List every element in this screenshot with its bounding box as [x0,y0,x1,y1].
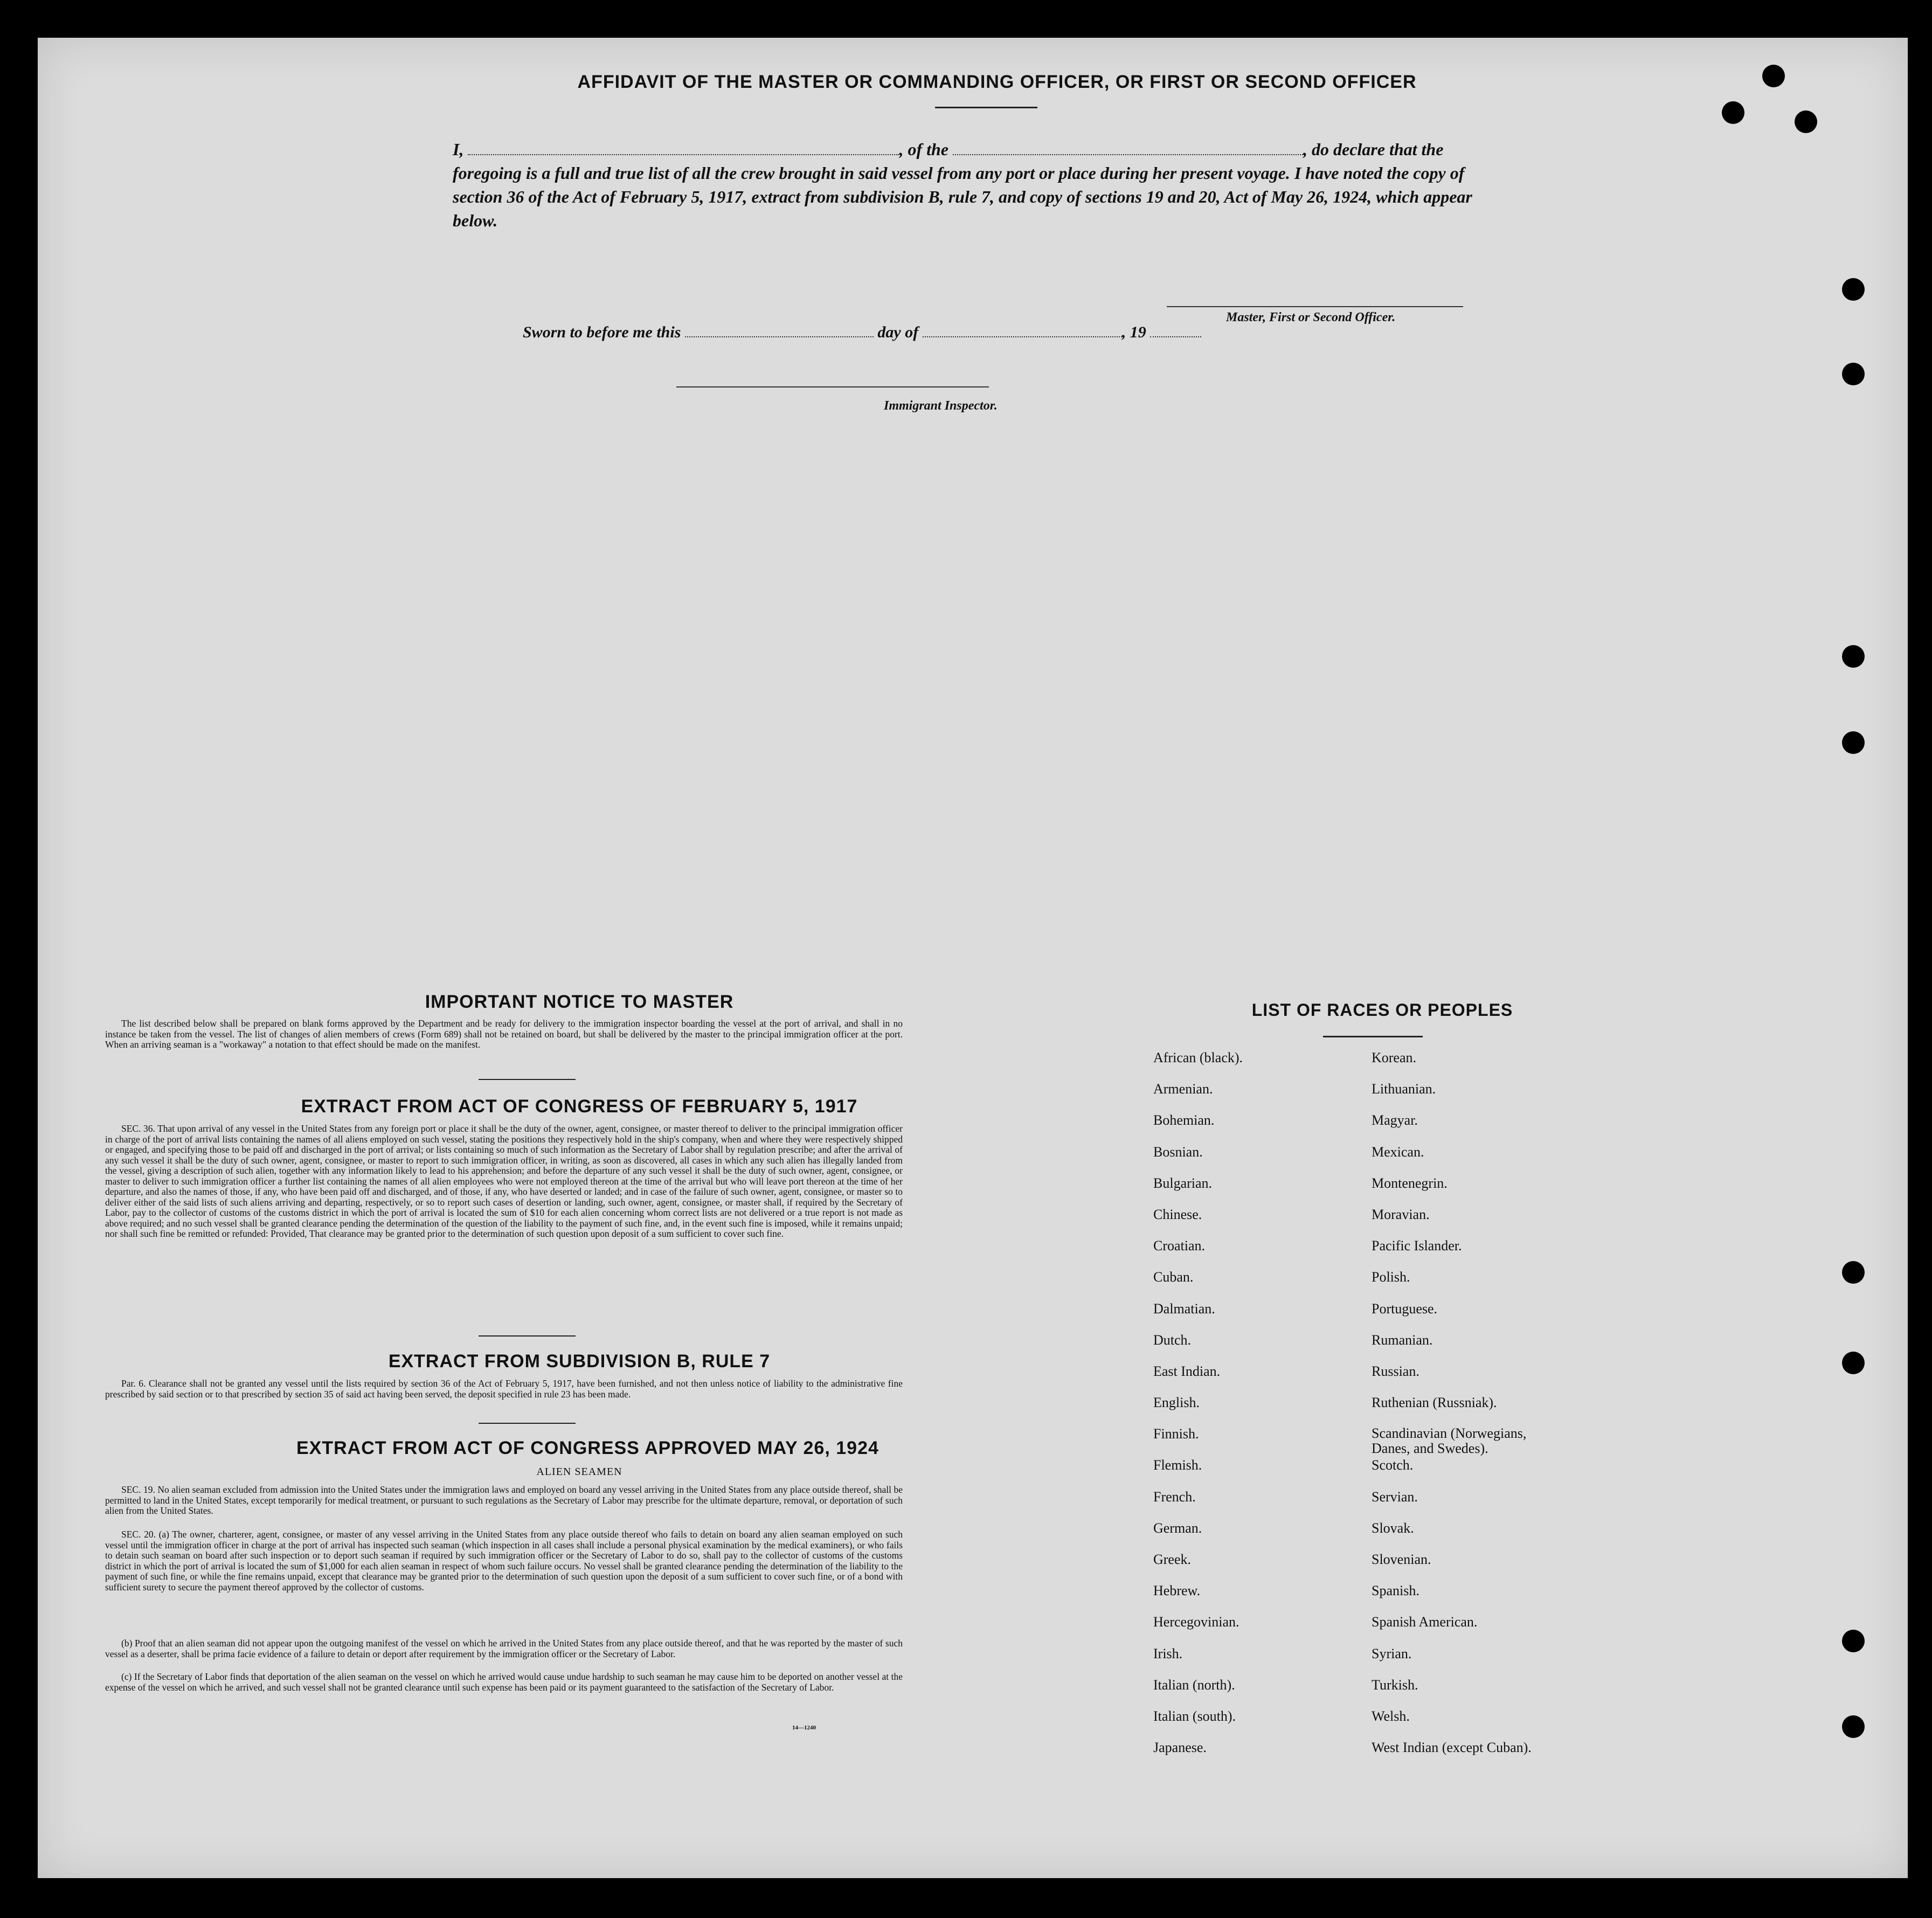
important-notice-title: IMPORTANT NOTICE TO MASTER [425,992,734,1012]
race-item: Italian (north). [1153,1677,1235,1693]
declarant-prefix: I, [453,140,464,159]
declarant-name-field[interactable] [468,141,899,155]
race-item: Ruthenian (Russniak). [1372,1395,1497,1411]
race-item: Scotch. [1372,1457,1414,1473]
sec20c-text: (c) If the Secretary of Labor finds that deportation of the alien seaman on the vessel on which he arrived would cause undue hardship to such seaman he may cause him to be deported on another vessel at the expense of the vessel on which he arrived, and such vessel shall not be granted clearance until such expense has been paid or its payment guaranteed to the satisfaction of the Secretary of Labor. [105,1671,903,1693]
punch-hole [1842,645,1865,668]
race-item: Lithuanian. [1372,1081,1436,1097]
race-item: Armenian. [1153,1081,1213,1097]
race-item: Japanese. [1153,1740,1207,1756]
punch-hole [1842,363,1865,385]
race-item: Hercegovinian. [1153,1614,1239,1630]
races-left-column [1153,1050,1243,1771]
race-item: Bulgarian. [1153,1175,1213,1191]
sec20b-text: (b) Proof that an alien seaman did not appear upon the outgoing manifest of the vessel on which he arrived in the United States from any place outside thereof, and that he was reported by the master of such vessel as a deserter, shall be prima facie evidence of a failure to detain or deport after requirement by the immigration officer or the Secretary of Labor. [105,1638,903,1659]
race-item: Bosnian. [1153,1144,1203,1160]
race-item: Finnish. [1153,1426,1199,1442]
race-item: Welsh. [1372,1708,1410,1724]
race-item: Irish. [1153,1645,1183,1661]
affidavit-statement [453,137,1504,232]
race-item: Magyar. [1372,1112,1418,1128]
sworn-day-field[interactable] [685,323,874,337]
form-number: 14—1240 [792,1725,816,1731]
race-item: Cuban. [1153,1269,1194,1285]
race-item: Montenegrin. [1372,1175,1448,1191]
alien-seamen-subtitle: ALIEN SEAMEN [536,1466,622,1478]
race-item: Croatian. [1153,1238,1206,1254]
punch-hole [1842,1715,1865,1738]
declare-suffix: , do declare [1303,140,1385,159]
master-signature-label: Master, First or Second Officer. [1226,310,1396,324]
inspector-signature-line[interactable] [676,386,989,387]
race-item: East Indian. [1153,1363,1221,1379]
sworn-text: Sworn to before me this [523,323,681,341]
important-notice-text: The list described below shall be prepared on blank forms approved by the Department and be ready for delivery to the immigration inspector boarding the vessel at the port of arrival, and shall in no instance be taken from the vessel. The list of changes of alien members of crews (Form 689) shall not be retained on board, but shall be delivered by the master to the principal immigration officer at the port. When an arriving seaman is a "workaway" a notation to that effect should be made on the manifest. [105,1018,903,1050]
section-divider [479,1335,576,1337]
race-item: African (black). [1153,1050,1243,1065]
sworn-statement [523,323,1201,342]
punch-hole [1842,278,1865,301]
race-item: German. [1153,1520,1202,1536]
race-item: English. [1153,1395,1200,1411]
punch-hole [1842,731,1865,754]
race-item: Turkish. [1372,1677,1418,1693]
race-item: Flemish. [1153,1457,1202,1473]
title-divider [935,107,1037,108]
document-page [38,38,1908,1878]
extract-rule7-title: EXTRACT FROM SUBDIVISION B, RULE 7 [388,1351,771,1372]
race-item: Bohemian. [1153,1112,1215,1128]
affidavit-title: AFFIDAVIT OF THE MASTER OR COMMANDING OFFICER, OR FIRST OR SECOND OFFICER [577,72,1417,92]
extract-1917-title: EXTRACT FROM ACT OF CONGRESS OF FEBRUARY 5, 1917 [301,1096,858,1117]
vessel-prefix: , of the [899,140,948,159]
race-item: Greek. [1153,1552,1192,1567]
race-item: Hebrew. [1153,1583,1201,1599]
race-item: Moravian. [1372,1206,1430,1222]
sworn-year-field[interactable] [1150,323,1201,337]
extract-1917-text: SEC. 36. That upon arrival of any vessel in the United States from any foreign port or place it shall be the duty of the owner, agent, consignee, or master thereof to deliver to the principal immigration officer in charge of the port of arrival lists containing the names of all aliens employed on such vessel, stating the positions they respectively hold in the ship's company, when and where they were respectively shipped or engaged, and specifying those to be paid off and discharged in the port of arrival; or lists containing so much of such information as the Secretary of Labor shall by regulation prescribe; and after the arrival of any such vessel it shall be the duty of such owner, agent, consignee, or master to report to such immigration officer, in writing, as soon as discovered, all cases in which any such alien has illegally landed from the vessel, giving a description of such alien, together with any information likely to lead to his apprehension; and before the departure of any such vessel it shall be the duty of such owner, agent, consignee, or master to deliver to such immigration officer a further list containing the names of all alien employees who were not employed thereon at the time of the arrival but who will leave port thereon at the time of her departure, and also the names of those, if any, who have been paid off and discharged, and of those, if any, who have deserted or landed; and in case of the failure of such owner, agent, consignee, or master so to deliver either of the said lists of such aliens arriving and departing, respectively, or so to report such cases of desertion or landing, such owner, agent, consignee, or master shall, if required by the Secretary of Labor, pay to the collector of customs of the customs district in which the port of arrival is located the sum of $10 for each alien concerning whom correct lists are not delivered or a true report is not made as above required; and no such vessel shall be granted clearance pending the determination of the question of the liability to the payment of such fine, and, in the event such fine is imposed, while it remains unpaid; nor shall such fine be remitted or refunded: Provided, That clearance may be granted prior to the determination of such question upon deposit of a sum sufficient to cover such fine. [105,1123,903,1239]
punch-hole [1762,65,1785,87]
vessel-name-field[interactable] [953,141,1303,155]
sec20a-text: SEC. 20. (a) The owner, charterer, agent, consignee, or master of any vessel arriving in the United States from any place outside thereof who fails to detain on board any alien seaman employed on such vessel until the immigration officer in charge at the port of arrival has inspected such seaman (which inspection in all cases shall include a personal physical examination by the medical examiners), or who fails to detain such seaman on board after such inspection or to deport such seaman if required by such immigration officer or the Secretary of Labor to do so, shall pay to the collector of customs of the customs district in which the port of arrival is located the sum of $1,000 for each alien seaman in respect of whom such failure occurs. No vessel shall be granted clearance pending the determination of the liability to the payment of such fine, or while the fine remains unpaid, except that clearance may be granted prior to the determination of such question upon the deposit of a sum sufficient to cover such fine, or of a bond with sufficient surety to secure the payment thereof approved by the collector of customs. [105,1529,903,1592]
section-divider [479,1079,576,1080]
race-item: Korean. [1372,1050,1417,1065]
race-item: Polish. [1372,1269,1410,1285]
race-item: Italian (south). [1153,1708,1236,1724]
extract-1924-title: EXTRACT FROM ACT OF CONGRESS APPROVED MAY 26, 1924 [296,1438,879,1458]
punch-hole [1842,1261,1865,1284]
punch-hole [1842,1352,1865,1374]
race-item: French. [1153,1488,1196,1505]
section-divider [479,1423,576,1424]
races-title-divider [1323,1036,1423,1037]
race-item: Slovenian. [1372,1552,1431,1567]
race-item: West Indian (except Cuban). [1372,1740,1532,1756]
race-item: Chinese. [1153,1206,1202,1222]
race-item: Russian. [1372,1363,1419,1379]
race-item: Dalmatian. [1153,1300,1215,1317]
affidavit-body-text: that the foregoing is a full and true list of all the crew brought in said vessel from any port or place during her present voyage. I have noted the copy of section 36 of the Act of February 5, 1917, extract from subdivision B, rule 7, and copy of sections 19 and 20, Act of May 26, 1924, which appear below. [453,140,1472,230]
race-item: Slovak. [1372,1520,1414,1536]
race-item: Spanish. [1372,1583,1419,1599]
races-right-column [1372,1050,1566,1771]
sworn-year-label: , 19 [1121,323,1146,341]
race-item: Mexican. [1372,1144,1424,1160]
race-item: Spanish American. [1372,1614,1478,1630]
extract-rule7-text: Par. 6. Clearance shall not be granted any vessel until the lists required by section 36 of the Act of February 5, 1917, have been furnished, and not then unless notice of liability to the administrative fine prescribed by said section or to that prescribed by section 35 of said act having been served, the deposit specified in rule 23 has been made. [105,1378,903,1400]
punch-hole [1795,110,1817,133]
sworn-month-field[interactable] [923,323,1122,337]
sworn-day-label: day of [877,323,919,341]
inspector-signature-label: Immigrant Inspector. [884,399,998,413]
race-item: Servian. [1372,1488,1418,1505]
race-item: Pacific Islander. [1372,1238,1462,1254]
races-list-title: LIST OF RACES OR PEOPLES [1251,1000,1513,1020]
race-item: Syrian. [1372,1645,1412,1661]
punch-hole [1842,1630,1865,1652]
punch-hole [1722,101,1744,124]
sec19-text: SEC. 19. No alien seaman excluded from admission into the United States under the immigration laws and employed on board any vessel arriving in the United States from any place outside thereof, shall be permitted to land in the United States, except temporarily for medical treatment, or pursuant to such regulations as the Secretary of Labor may prescribe for the ultimate departure, removal, or deportation of such alien from the United States. [105,1484,903,1516]
race-item: Portuguese. [1372,1300,1438,1317]
race-item: Dutch. [1153,1332,1192,1348]
master-signature-line[interactable] [1167,306,1463,307]
race-item: Rumanian. [1372,1332,1433,1348]
race-item: Scandinavian (Norwegians, Danes, and Swedes). [1372,1425,1527,1457]
